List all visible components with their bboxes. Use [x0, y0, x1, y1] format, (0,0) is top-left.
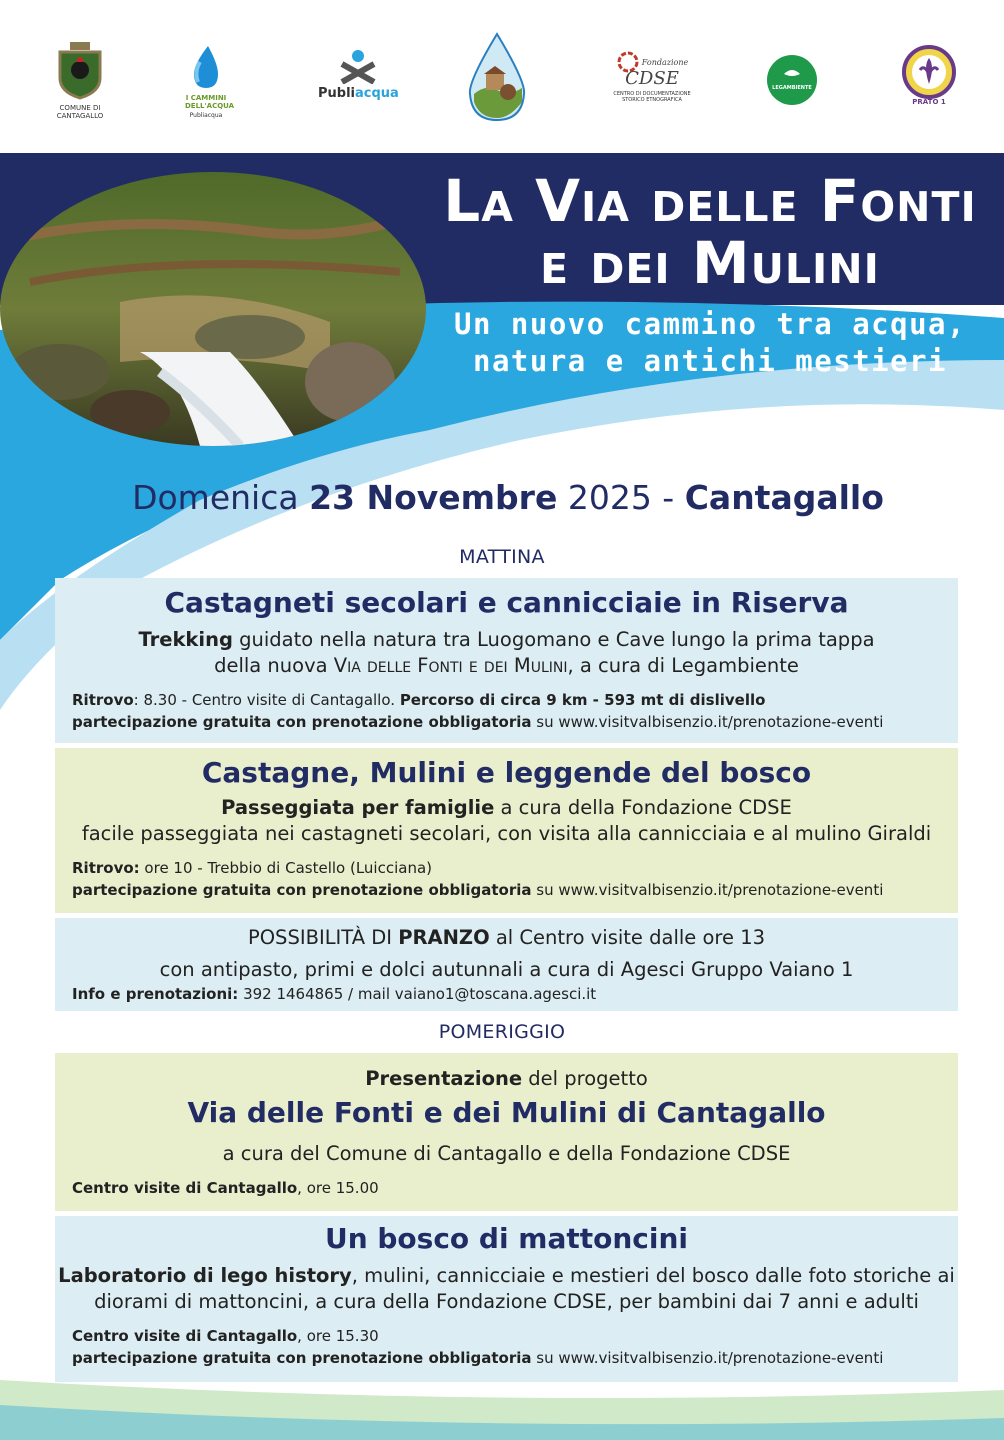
- lunch-line1-b: al Centro visite dalle ore 13: [489, 926, 766, 949]
- event3-pre-bold: Presentazione: [365, 1067, 523, 1090]
- cammini-label: I CAMMINI DELL'ACQUA: [185, 94, 235, 110]
- comune-label: COMUNE DI CANTAGALLO: [56, 104, 104, 120]
- event4-partecipazione: partecipazione gratuita con prenotazione obbligatoria: [72, 1349, 532, 1367]
- event4-line1: [55, 1263, 958, 1289]
- event4-place: [55, 1325, 958, 1347]
- event-passeggiata-box: [55, 748, 958, 913]
- event3-title: Via delle Fonti e dei Mulini di Cantagallo: [187, 1096, 826, 1129]
- event3-place: [55, 1177, 958, 1199]
- coat-of-arms-icon: [54, 40, 106, 102]
- cammini-sub: Publiacqua: [189, 112, 223, 119]
- lunch-line1: [55, 925, 958, 951]
- lunch-info-label: Info e prenotazioni:: [72, 985, 239, 1003]
- lunch-box: [55, 918, 958, 1011]
- event1-line2-b: , a cura di Legambiente: [567, 654, 799, 677]
- prato-label: PRATO 1: [912, 98, 946, 106]
- legambiente-logo: [766, 54, 818, 106]
- legambiente-circle-icon: [766, 54, 818, 106]
- title-line-2: e dei Mulini: [540, 229, 880, 297]
- title-line-1: La Via delle Fonti: [443, 167, 977, 235]
- event1-lead-bold: Trekking: [138, 628, 233, 651]
- event3-place-rest: , ore 15.00: [297, 1179, 379, 1197]
- agesci-prato-logo: [902, 44, 956, 106]
- lunch-info-text: 392 1464865 / mail vaiano1@toscana.agesci.it: [238, 985, 597, 1003]
- event1-title: Castagneti secolari e cannicciaie in Riserva: [164, 586, 849, 619]
- cdse-name: CDSE: [625, 68, 679, 89]
- event-trekking-box: [55, 578, 958, 743]
- event2-line2: facile passeggiata nei castagneti secolari, con visita alla cannicciaia e al mulino Giraldi: [81, 822, 932, 845]
- event2-lead-rest: a cura della Fondazione CDSE: [494, 796, 792, 819]
- cdse-sub: CENTRO DI DOCUMENTAZIONE STORICO ETNOGRAFICA: [613, 91, 691, 103]
- event2-ritrovo-label: Ritrovo:: [72, 859, 140, 877]
- legambiente-label: LEGAMBIENTE: [772, 85, 812, 91]
- event3-line: a cura del Comune di Cantagallo e della Fondazione CDSE: [222, 1142, 791, 1165]
- event2-partecipazione: partecipazione gratuita con prenotazione obbligatoria: [72, 881, 532, 899]
- lunch-line2: con antipasto, primi e dolci autunnali a cura di Agesci Gruppo Vaiano 1: [159, 958, 854, 981]
- event3-pre: [55, 1066, 958, 1092]
- lunch-info: [55, 983, 958, 1005]
- fondazione-cdse-logo: [612, 50, 692, 103]
- date-year: 2025 -: [557, 478, 685, 517]
- event4-booking: [55, 1347, 958, 1369]
- afternoon-label: POMERIGGIO: [438, 1021, 566, 1043]
- event2-site-link[interactable]: su www.visitvalbisenzio.it/prenotazione-eventi: [531, 881, 884, 899]
- date-prefix: Domenica: [132, 478, 310, 517]
- event-lego-box: [55, 1216, 958, 1382]
- lunch-line1-a: POSSIBILITÀ DI: [247, 926, 399, 949]
- stream-photo: [0, 172, 426, 446]
- subtitle-line-2: natura e antichi mestieri: [473, 344, 947, 378]
- cdse-fondazione: Fondazione: [641, 57, 689, 67]
- publiacqua-figure-icon: [338, 48, 378, 84]
- event1-percorso: Percorso di circa 9 km - 593 mt di dislivello: [399, 691, 766, 709]
- publiacqua-b: acqua: [355, 86, 399, 101]
- date-place: Cantagallo: [684, 478, 884, 517]
- drop-mill-icon: [466, 32, 528, 124]
- date-day: 23 Novembre: [309, 478, 558, 517]
- cammini-acqua-logo: [184, 44, 235, 120]
- event1-ritrovo: [55, 689, 958, 711]
- lunch-line1-bold: PRANZO: [398, 926, 490, 949]
- event1-line2-sc: Via delle Fonti e dei Mulini: [333, 654, 568, 677]
- morning-label: MATTINA: [459, 546, 545, 568]
- scout-lily-icon: [902, 44, 956, 102]
- stream-illustration: [0, 172, 426, 446]
- event1-partecipazione: partecipazione gratuita con prenotazione obbligatoria: [72, 713, 532, 731]
- event4-place-rest: , ore 15.30: [297, 1327, 379, 1345]
- event1-ritrovo-label: Ritrovo: [72, 691, 134, 709]
- event1-ritrovo-text: : 8.30 - Centro visite di Cantagallo.: [133, 691, 400, 709]
- event2-booking: [55, 879, 958, 901]
- event1-line1: [55, 627, 958, 653]
- event2-ritrovo: [55, 857, 958, 879]
- event4-lead-rest: , mulini, cannicciaie e mestieri del bosco dalle foto storiche ai: [351, 1264, 955, 1287]
- event2-line1: [55, 795, 958, 821]
- water-drop-icon: [184, 44, 228, 92]
- event2-lead-bold: Passeggiata per famiglie: [221, 796, 495, 819]
- event-presentazione-box: [55, 1053, 958, 1211]
- event3-pre-rest: del progetto: [522, 1067, 648, 1090]
- publiacqua-a: Publi: [318, 86, 356, 101]
- event4-title: Un bosco di mattoncini: [324, 1222, 689, 1255]
- publiacqua-logo: [318, 48, 399, 101]
- comune-cantagallo-logo: [54, 40, 106, 120]
- event4-site-link[interactable]: su www.visitvalbisenzio.it/prenotazione-eventi: [531, 1349, 884, 1367]
- event2-title: Castagne, Mulini e leggende del bosco: [201, 756, 812, 789]
- event1-booking: [55, 711, 958, 733]
- via-fonti-logo: [466, 32, 528, 124]
- event1-lead-rest: guidato nella natura tra Luogomano e Cave lungo la prima tappa: [232, 628, 875, 651]
- event1-line2: [55, 653, 958, 679]
- subtitle-line-1: Un nuovo cammino tra acqua,: [454, 307, 966, 341]
- event-date: [0, 478, 1004, 517]
- event4-lead-bold: Laboratorio di lego history: [58, 1264, 352, 1287]
- event1-line2-a: della nuova: [214, 654, 334, 677]
- event4-line2: diorami di mattoncini, a cura della Fondazione CDSE, per bambini dai 7 anni e adulti: [94, 1290, 919, 1313]
- event1-site-link[interactable]: su www.visitvalbisenzio.it/prenotazione-eventi: [531, 713, 884, 731]
- event2-ritrovo-text: ore 10 - Trebbio di Castello (Luicciana): [139, 859, 433, 877]
- event4-place-bold: Centro visite di Cantagallo: [72, 1327, 298, 1345]
- event3-place-bold: Centro visite di Cantagallo: [72, 1179, 298, 1197]
